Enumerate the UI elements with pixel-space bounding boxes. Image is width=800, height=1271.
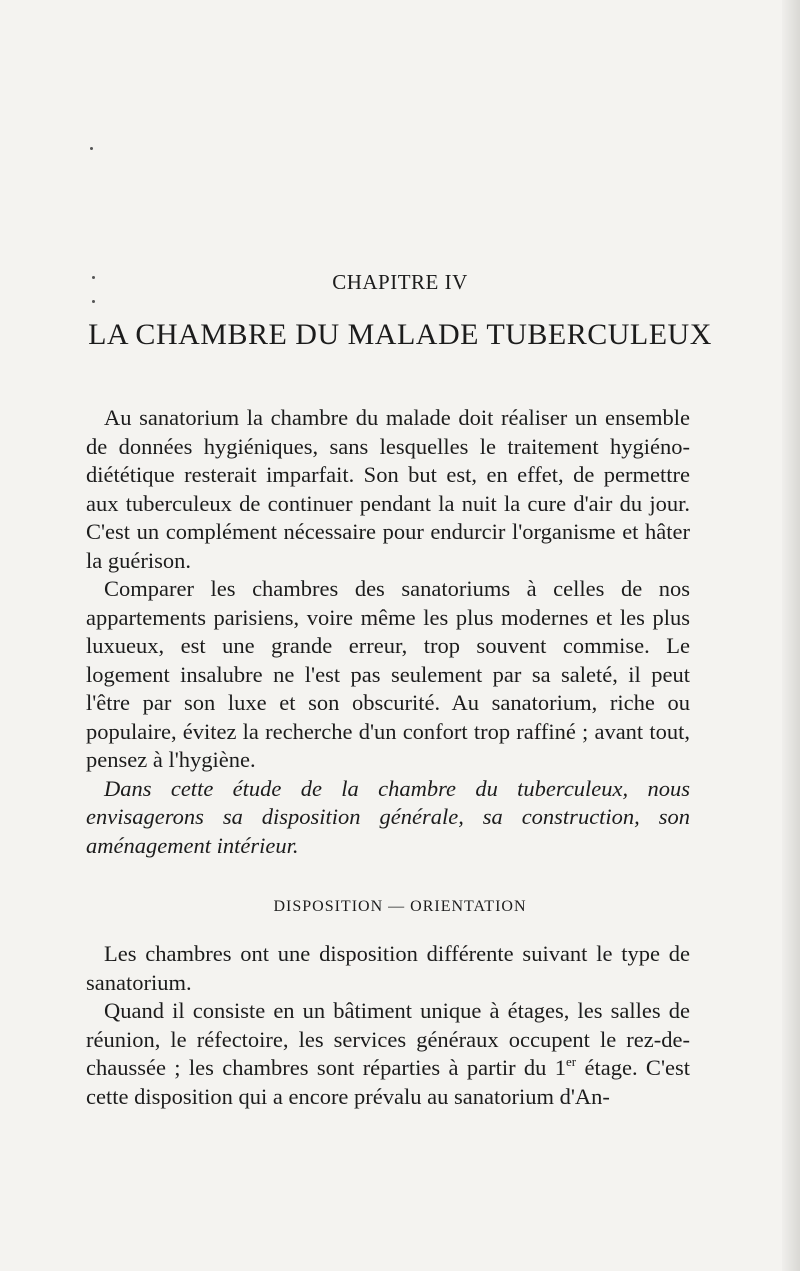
paragraph: Au sanatorium la chambre du malade doit réaliser un ensemble de données hygiéniques, sans lesquelles le traitement hygiéno-diététique resterait imparfait. Son but est, en effet, de permettre aux tuberculeux de continuer pendant la nuit la cure d'air du jour. C'est un complément nécessaire pour endurcir l'organisme et hâter la guérison. bbox=[86, 405, 690, 573]
paragraph-part: étage. C'est cette disposition qui a encore prévalu au sanatorium d'An- bbox=[86, 1055, 690, 1109]
paragraph bbox=[86, 997, 690, 1111]
chapter-title: LA CHAMBRE DU MALADE TUBERCULEUX bbox=[88, 318, 712, 351]
paragraph: Comparer les chambres des sanatoriums à celles de nos appartements parisiens, voire même les plus modernes et les plus luxueux, est une grande erreur, trop souvent commise. Le logement insalubre ne l'est pas seulement par sa saleté, il peut l'être par son luxe et son obscurité. Au sanatorium, riche ou populaire, évitez la recherche d'un confort trop raffiné ; avant tout, pensez à l'hygiène. bbox=[86, 576, 690, 772]
section-text bbox=[86, 940, 690, 1111]
ink-speck bbox=[90, 147, 93, 150]
ink-speck bbox=[92, 276, 95, 279]
paragraph-italic: Dans cette étude de la chambre du tuberculeux, nous envisagerons sa disposition générale, sa construction, son aménagement intérieur. bbox=[86, 775, 690, 858]
chapter-label: CHAPITRE IV bbox=[332, 270, 468, 294]
ordinal-superscript: er bbox=[566, 1054, 577, 1069]
paragraph: Les chambres ont une disposition différente suivant le type de sanatorium. bbox=[86, 941, 690, 995]
paragraph-part: Quand il consiste en un bâtiment unique à étages, les salles de réunion, le réfectoire, les services généraux occupent le rez-de-chaussée ; les chambres sont réparties à partir du 1 bbox=[86, 998, 690, 1080]
ink-speck bbox=[92, 300, 95, 303]
intro-text bbox=[86, 404, 690, 860]
section-heading: DISPOSITION — ORIENTATION bbox=[273, 898, 527, 915]
page-edge-shadow bbox=[782, 0, 800, 1271]
